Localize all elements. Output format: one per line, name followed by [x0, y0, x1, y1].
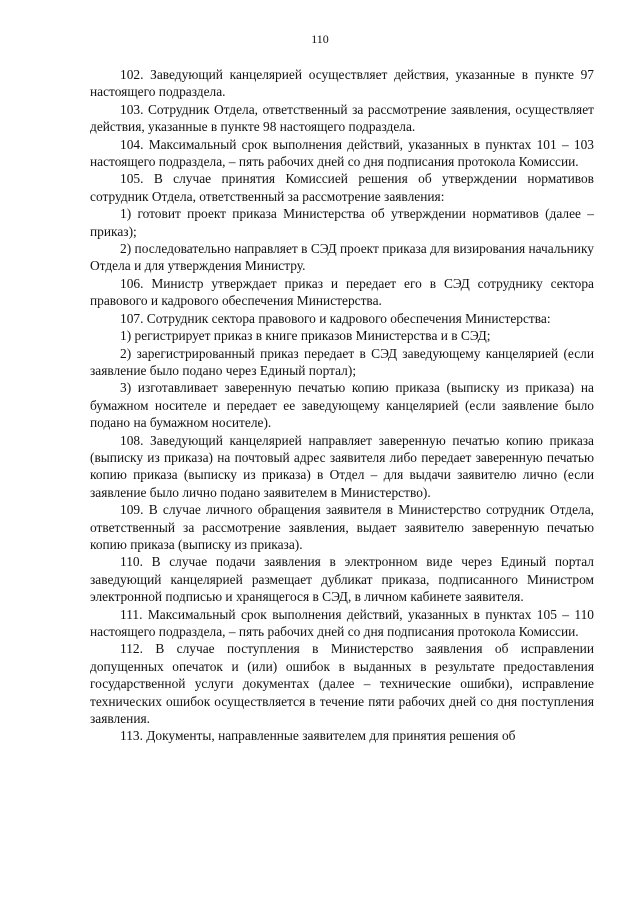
paragraph-105-item-1: 1) готовит проект приказа Министерства об утверждении нормативов (далее – приказ); [90, 206, 594, 239]
paragraph-113: 113. Документы, направленные заявителем для принятия решения об [120, 728, 516, 744]
page-number: 110 [311, 32, 329, 46]
paragraph-105: 105. В случае принятия Комиссией решения об утверждении нормативов сотрудник Отдела, ответственный за рассмотрение заявления: [90, 171, 594, 204]
paragraph-107-item-3: 3) изготавливает заверенную печатью копию приказа (выписку из приказа) на бумажном носителе и передает ее заведующему канцелярией (если заявление было подано на бумажном носителе). [90, 380, 594, 431]
paragraph-105-item-2: 2) последовательно направляет в СЭД проект приказа для визирования начальнику Отдела и для утверждения Министру. [90, 241, 594, 274]
paragraph-109: 109. В случае личного обращения заявителя в Министерство сотрудник Отдела, ответственный за рассмотрение заявления, выдает заявителю заверенную печатью копию приказа (выписку из приказа). [90, 502, 594, 552]
paragraph-107-item-1: 1) регистрирует приказ в книге приказов Министерства и в СЭД; [120, 328, 491, 344]
paragraph-108: 108. Заведующий канцелярией направляет заверенную печатью копию приказа (выписку из приказа) на почтовый адрес заявителя либо передает заверенную печатью копию приказа (выписку из приказа) в Отдел – для выдачи заявителю лично (если заявление было лично подано заявителем в Министерство). [90, 432, 594, 500]
paragraph-104: 104. Максимальный срок выполнения действий, указанных в пунктах 101 – 103 настоящего подраздела, – пять рабочих дней со дня подписания протокола Комиссии. [90, 136, 594, 170]
paragraph-102: 102. Заведующий канцелярией осуществляет действия, указанные в пункте 97 настоящего подраздела. [90, 67, 594, 100]
paragraph-110: 110. В случае подачи заявления в электронном виде через Единый портал заведующий канцелярией размещает дубликат приказа, подписанного Министром электронной подписью и хранящегося в СЭД, в личном кабинете заявителя. [90, 554, 594, 605]
paragraph-106: 106. Министр утверждает приказ и передает его в СЭД сотруднику сектора правового и кадрового обеспечения Министерства. [90, 275, 594, 309]
paragraph-103: 103. Сотрудник Отдела, ответственный за рассмотрение заявления, осуществляет действия, указанные в пункте 98 настоящего подраздела. [90, 101, 594, 135]
paragraph-107-item-2: 2) зарегистрированный приказ передает в СЭД заведующему канцелярией (если заявление было подано через Единый портал); [90, 345, 594, 378]
document-body [90, 66, 594, 745]
paragraph-112: 112. В случае поступления в Министерство заявления об исправлении допущенных опечаток и (или) ошибок в выданных в результате предоставления государственной услуги документах (далее – технические ошибки), исправление технических ошибок осуществляется в течение пяти рабочих дней со дня поступления заявления. [90, 641, 594, 727]
paragraph-111: 111. Максимальный срок выполнения действий, указанных в пунктах 105 – 110 настоящего подраздела, – пять рабочих дней со дня подписания протокола Комиссии. [90, 606, 594, 639]
paragraph-107: 107. Сотрудник сектора правового и кадрового обеспечения Министерства: [120, 310, 551, 326]
